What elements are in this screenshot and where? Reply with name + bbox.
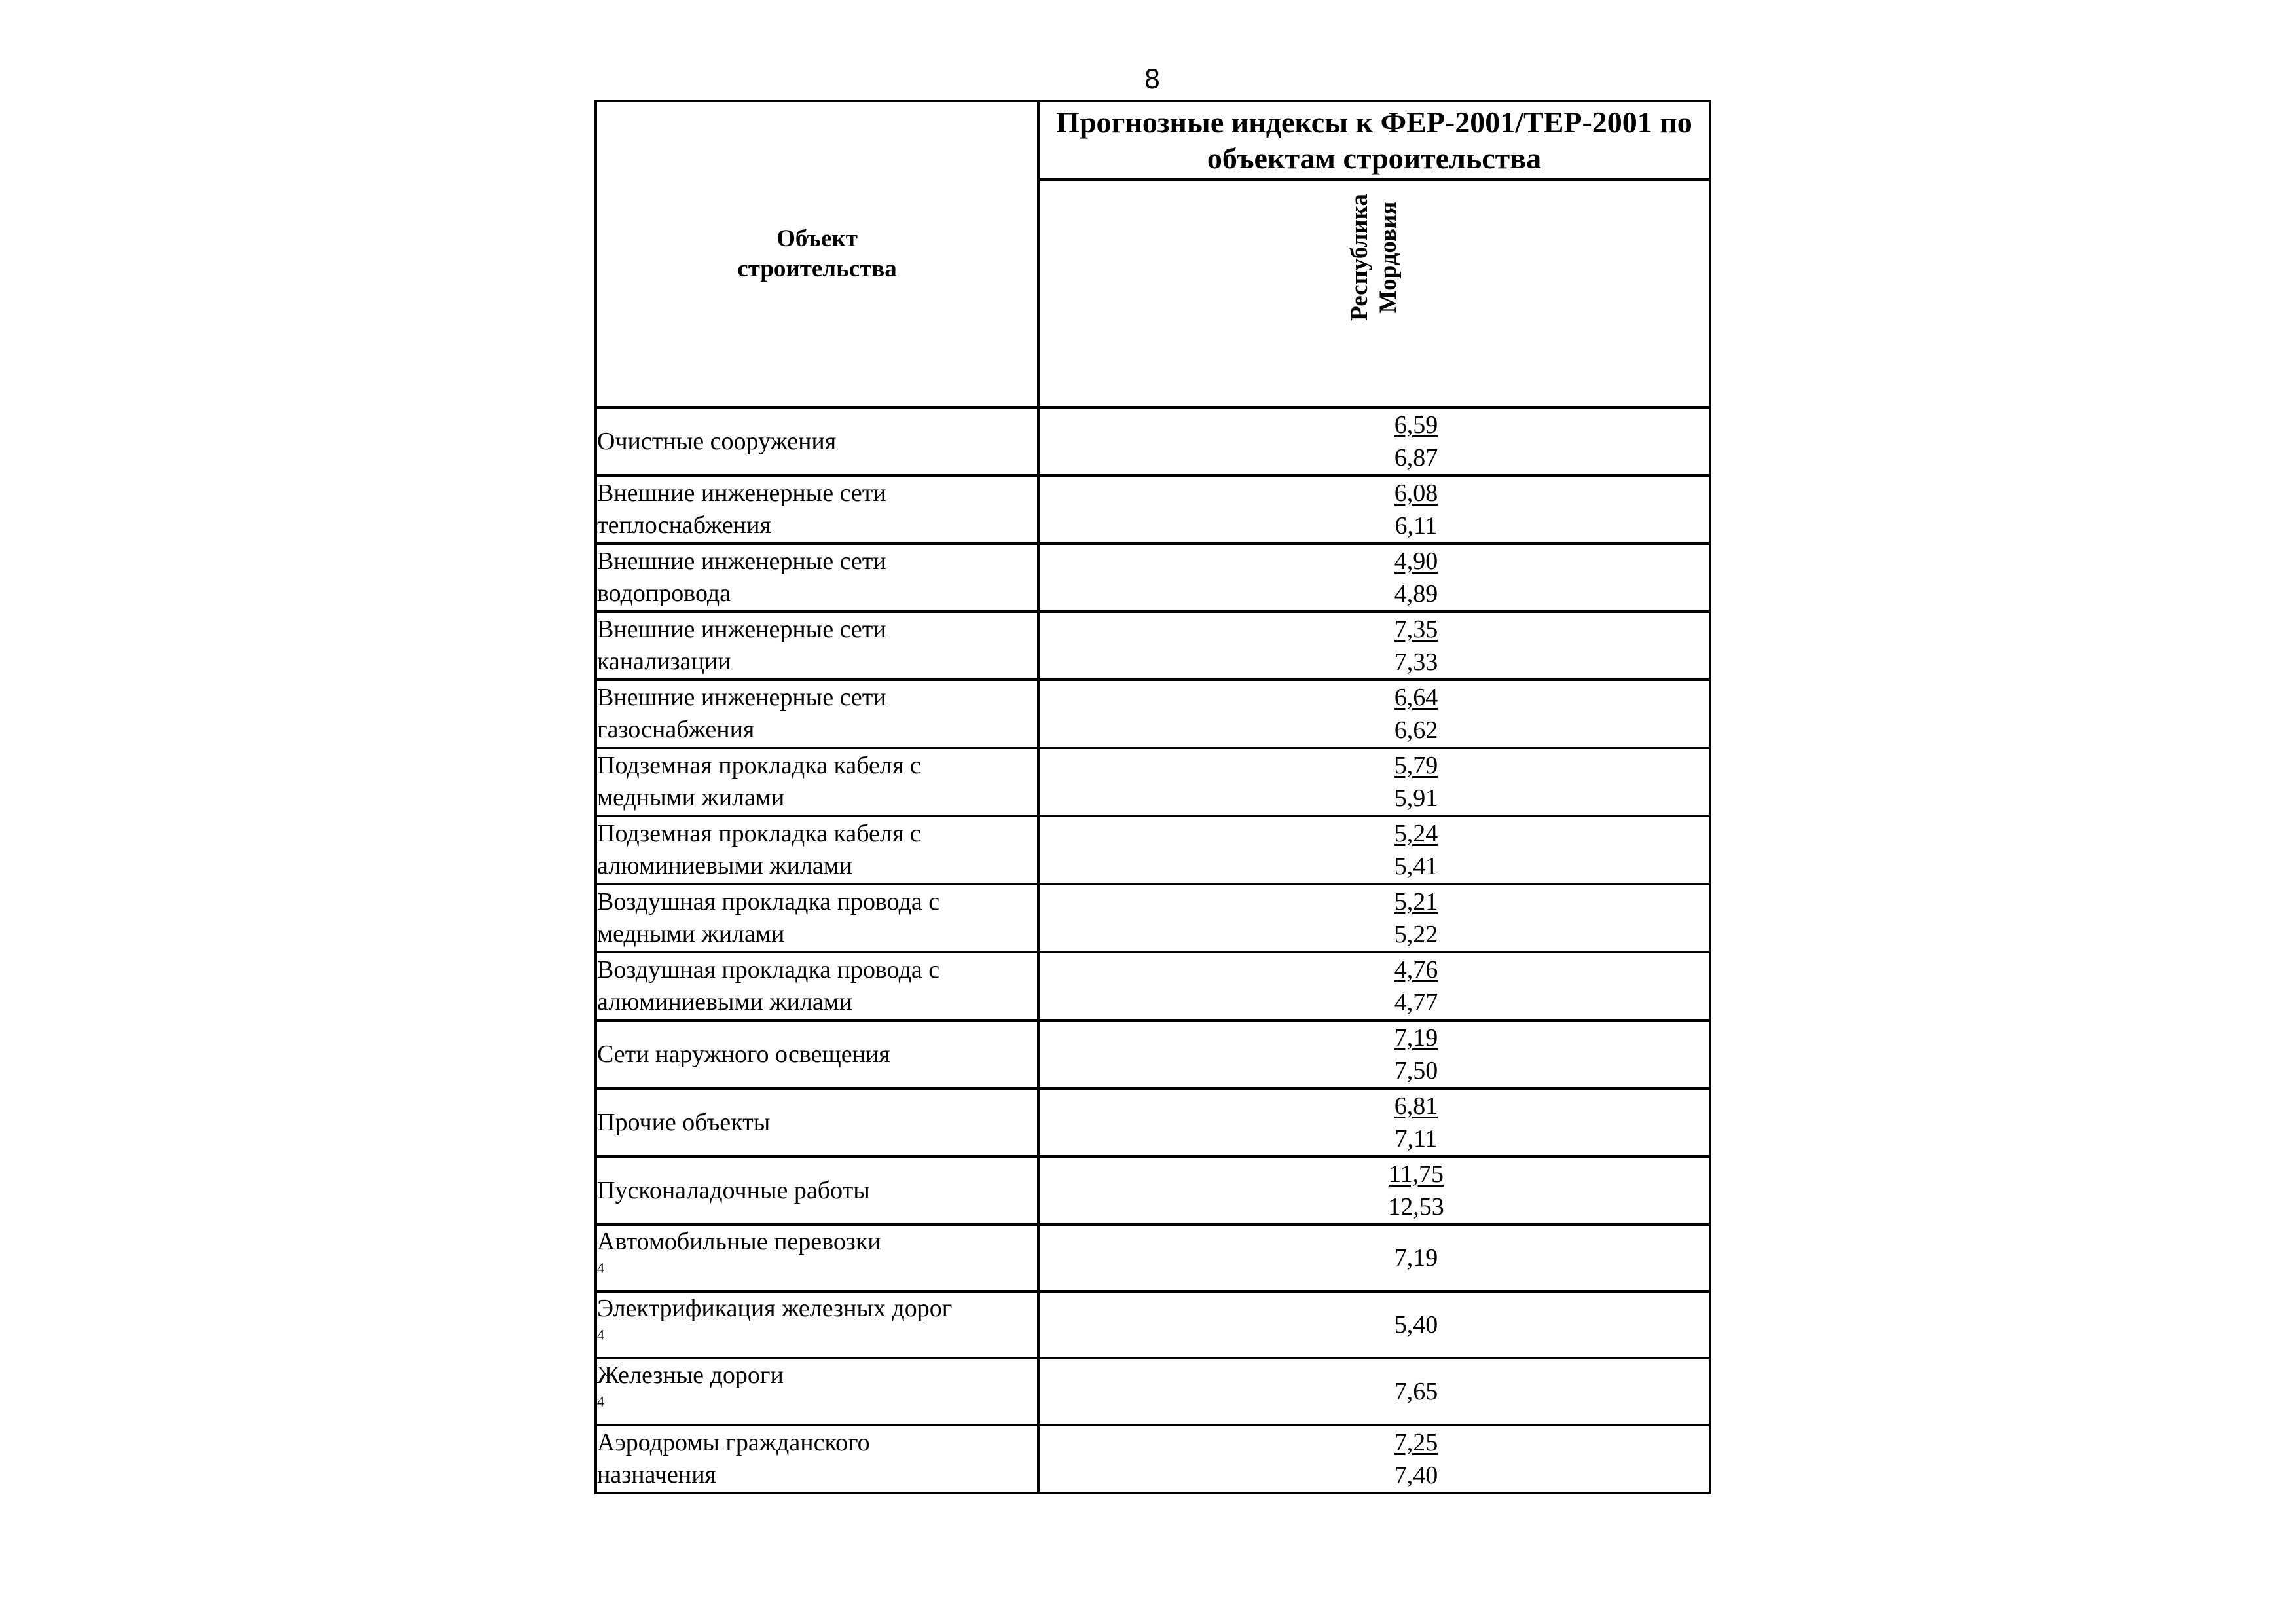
table-row — [596, 1020, 1710, 1088]
table-row — [596, 1291, 1710, 1358]
object-header-line: Объект — [776, 225, 858, 252]
table-row — [596, 612, 1710, 680]
index-value-cell — [1038, 1088, 1710, 1156]
index-value-bottom: 12,53 — [1388, 1193, 1444, 1221]
index-value: 7,65 — [1394, 1378, 1438, 1405]
footnote-marker: 4 — [597, 1326, 604, 1343]
object-name-cell: Автомобильные перевозки $^4$ — [596, 1225, 1038, 1291]
region-header-vertical — [1345, 194, 1403, 321]
index-value-top: 6,64 — [1394, 684, 1438, 711]
index-value-cell — [1038, 884, 1710, 952]
table-row — [596, 1358, 1710, 1425]
index-value-top: 6,81 — [1394, 1092, 1438, 1120]
table-row — [596, 1156, 1710, 1225]
object-name-cell: Электрификация железных дорог $^4$ — [596, 1291, 1038, 1358]
object-name-cell: Очистные сооружения — [596, 407, 1038, 475]
table-row — [596, 884, 1710, 952]
object-name-cell: Сети наружного освещения — [596, 1020, 1038, 1088]
index-value-bottom: 5,41 — [1394, 853, 1438, 880]
index-value-cell — [1038, 475, 1710, 544]
index-value-top: 6,08 — [1394, 479, 1438, 507]
index-group-header: Прогнозные индексы к ФЕР-2001/ТЕР-2001 по объектам строительства — [1038, 101, 1710, 179]
object-name-cell: Железные дороги $^4$ — [596, 1358, 1038, 1425]
index-value-bottom: 7,11 — [1394, 1125, 1438, 1153]
index-value-cell — [1038, 1156, 1710, 1225]
region-column-header — [1038, 179, 1710, 407]
table-row — [596, 748, 1710, 816]
index-value-bottom: 6,11 — [1394, 512, 1438, 540]
index-value: 7,19 — [1394, 1244, 1438, 1272]
price-index-table — [594, 100, 1711, 1494]
index-value-bottom: 6,62 — [1394, 716, 1438, 744]
table-row — [596, 1425, 1710, 1493]
index-value-bottom: 7,40 — [1394, 1462, 1438, 1489]
table-row — [596, 816, 1710, 884]
object-name-cell: Пусконаладочные работы — [596, 1156, 1038, 1225]
table-header — [596, 101, 1710, 407]
index-value-top: 7,35 — [1394, 616, 1438, 643]
index-value-bottom: 7,50 — [1394, 1057, 1438, 1084]
region-header-line: Мордовия — [1375, 201, 1402, 314]
index-value-cell — [1038, 544, 1710, 612]
index-value-top: 7,19 — [1394, 1024, 1438, 1052]
table-body — [596, 407, 1710, 1493]
index-value-top: 5,79 — [1394, 752, 1438, 779]
object-name-cell: Воздушная прокладка провода с алюминиевыми жилами — [596, 952, 1038, 1020]
object-name-cell: Аэродромы гражданского назначения — [596, 1425, 1038, 1493]
table-row — [596, 407, 1710, 475]
index-value-top: 11,75 — [1388, 1160, 1444, 1188]
index-value-cell — [1038, 1358, 1710, 1425]
index-value-cell — [1038, 407, 1710, 475]
object-name-cell: Подземная прокладка кабеля с медными жилами — [596, 748, 1038, 816]
table-row — [596, 544, 1710, 612]
object-name-cell: Воздушная прокладка провода с медными жилами — [596, 884, 1038, 952]
object-name-cell: Внешние инженерные сети газоснабжения — [596, 680, 1038, 748]
table-row — [596, 1225, 1710, 1291]
table-row — [596, 680, 1710, 748]
table-row — [596, 952, 1710, 1020]
object-header-line: строительства — [737, 255, 897, 282]
index-value-top: 4,76 — [1394, 956, 1438, 984]
footnote-marker: 4 — [597, 1393, 604, 1410]
object-name-cell: Подземная прокладка кабеля с алюминиевыми жилами — [596, 816, 1038, 884]
footnote-marker: 4 — [597, 1259, 604, 1276]
index-value-top: 7,25 — [1394, 1429, 1438, 1456]
object-column-header — [596, 101, 1038, 407]
page-number: 8 — [1144, 65, 1161, 95]
index-value-top: 4,90 — [1394, 547, 1438, 575]
table-row — [596, 475, 1710, 544]
index-value-bottom: 5,91 — [1394, 784, 1438, 812]
index-value-cell — [1038, 612, 1710, 680]
object-name-cell: Внешние инженерные сети теплоснабжения — [596, 475, 1038, 544]
index-value-cell — [1038, 1225, 1710, 1291]
index-value-cell — [1038, 1291, 1710, 1358]
index-value-bottom: 4,89 — [1394, 580, 1438, 608]
index-value-cell — [1038, 1425, 1710, 1493]
object-name-cell: Внешние инженерные сети канализации — [596, 612, 1038, 680]
index-value-cell — [1038, 1020, 1710, 1088]
index-value-cell — [1038, 748, 1710, 816]
object-name-cell: Прочие объекты — [596, 1088, 1038, 1156]
index-value-bottom: 7,33 — [1394, 648, 1438, 676]
object-name-cell: Внешние инженерные сети водопровода — [596, 544, 1038, 612]
index-value-cell — [1038, 816, 1710, 884]
index-value-bottom: 5,22 — [1394, 921, 1438, 948]
index-value-top: 5,24 — [1394, 820, 1438, 847]
index-value-top: 6,59 — [1394, 411, 1438, 439]
index-value: 5,40 — [1394, 1311, 1438, 1338]
index-value-cell — [1038, 952, 1710, 1020]
index-value-top: 5,21 — [1394, 888, 1438, 915]
index-value-bottom: 4,77 — [1394, 989, 1438, 1016]
table-row — [596, 1088, 1710, 1156]
region-header-line: Республика — [1346, 194, 1373, 321]
index-value-bottom: 6,87 — [1394, 444, 1438, 471]
index-value-cell — [1038, 680, 1710, 748]
